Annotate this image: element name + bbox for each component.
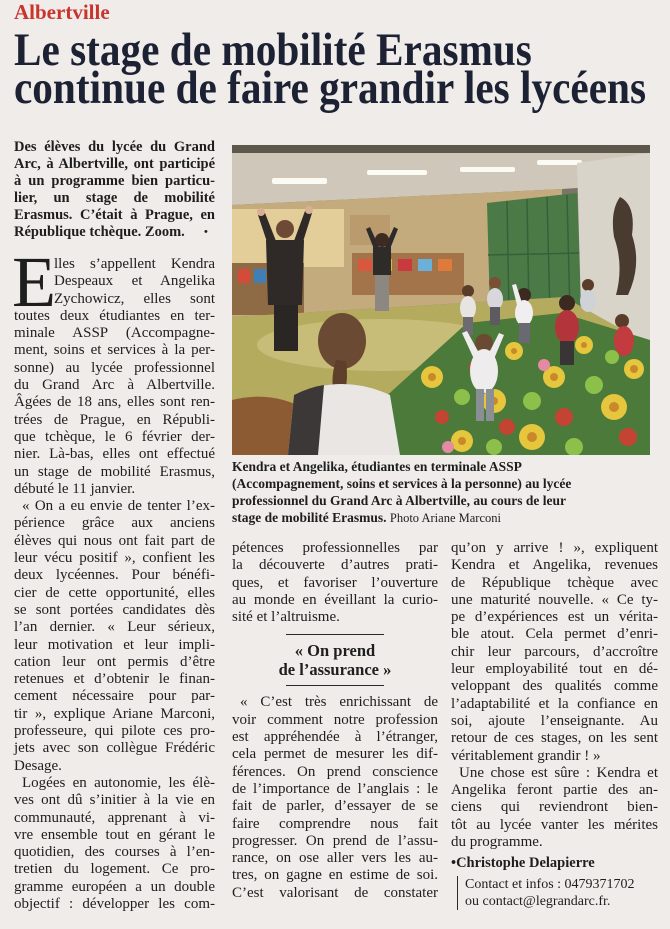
text-line: professeure, qui pilote ces pro- [14,723,215,740]
headline-line: Le stage de mobilité Erasmus [14,24,532,76]
text-line: pétences professionnelles par [232,540,438,556]
byline-author: •Christophe Delapierre [451,855,595,872]
subheading [232,641,438,679]
text-line: élèves qui nous ont fait part de [14,532,215,549]
text-line: cation leur ont permis d’être [14,653,215,670]
caption-line: Kendra et Angelika, étudiantes en terminale ASSP [232,459,522,474]
text-line: leur motivation et leur impli- [14,636,215,653]
text-line: périence grâce aux anciens [14,515,215,532]
text-line: du programme. [451,834,543,851]
text-line: débuté le 11 janvier. [14,480,136,497]
text-line: objectif : développer les com- [14,895,215,912]
text-line: communauté, apprenant à vi- [14,809,215,826]
column-right [451,540,658,910]
text-line: férences. On prend conscience [232,763,438,780]
text-line: chir leur parcours, d’accroître [451,643,658,660]
text-line: Zychowicz, elles sont [54,290,215,307]
text-line: « C’est très enrichissant de [240,694,438,711]
text-line: qu’on y arrive ! », expliquent [451,540,658,556]
column-left [12,242,215,913]
text-line: toutes deux étudiantes en ter- [14,307,215,324]
text-line: Une chose est sûre : Kendra et [459,764,658,781]
text-line: pe d’expériences est un vérita- [451,609,658,626]
text-line: sonne) au lycée professionnel [14,359,215,376]
text-line: Desage. [14,757,62,774]
caption-line [232,509,650,526]
text-line: Kendra et Angelika, revenues [451,557,658,574]
column-right-text [451,540,658,851]
text-line: voir comment notre profession [232,711,438,728]
text-line: au monde en éveillant la curio- [232,591,438,608]
text-line: tres, on gagne en estime de soi. [232,867,438,884]
text-line: l’an dernier. « Leur sérieux, [14,619,215,636]
text-line: lier, un stage de mobilité [14,190,215,206]
photo-caption [232,458,650,526]
text-line: C’est valorisant de constater [232,884,438,901]
text-line: un stage de mobilité Erasmus, [14,463,215,480]
text-line: retour de ces stages, on les sent [451,730,658,747]
text-line: ques, et favoriser l’ouverture [232,574,438,591]
text-line: vre ensemble tout en gérant le [14,826,215,843]
text-line: ves ont dû s’initier à la vie en [14,792,215,809]
text-line: une maturité nouvelle. « Ce ty- [451,591,658,608]
caption-text: stage de mobilité Erasmus. [232,510,387,525]
text-line: faire comprendre nous fait [232,815,438,832]
text-line: progresser. On prend de l’assu- [232,832,438,849]
byline [451,854,658,872]
text-line: gramme européen a un double [14,878,215,895]
text-line: soi, ajoute l’enseignante. Au [451,712,658,729]
column-middle-body [232,694,438,902]
caption-line: (Accompagnement, soins et services à la personne) au lycée [232,476,572,491]
text-line: veloppant des qualités comme [451,678,658,695]
text-line: tôt au lycée vanter les mérites [451,816,658,833]
subhead-rule [286,634,384,635]
text-line: véritablement grandir ! » [451,747,601,764]
text-line: cement nécessaire pour par- [14,688,215,705]
subheading-line: de l’assurance » [278,660,392,680]
section-label: Albertville [14,0,110,24]
contact-info [457,876,655,910]
drop-cap: E [12,242,56,322]
photo-credit: Photo Ariane Marconi [389,511,501,525]
text-line: cela permet de mesurer les dif- [232,746,438,763]
text-line: nier. Là-bas, elles ont effectué [14,446,215,463]
article-photo [232,145,650,455]
text-line: « On a eu envie de tenter l’ex- [22,498,215,515]
text-line: jets avec son collègue Frédéric [14,740,215,757]
text-line: Angelika feront partie des an- [451,782,658,799]
text-line: que tchèque, le 6 février der- [14,428,215,445]
text-line: minale ASSP (Accompagne- [14,325,215,342]
text-line: cier de cette opportunité, elles [14,584,215,601]
text-line: fait de parler, d’essayer de se [232,798,438,815]
text-line: l’adaptabilité et la confiance en [451,695,658,712]
text-line: Erasmus. C’était à Prague, en [14,207,215,223]
text-line: retenues et d’obtenir le finan- [14,671,215,688]
column-middle [232,540,438,902]
lede-end-mark: • [204,226,208,238]
headline-line: continue de faire grandir les lycéens [14,62,647,114]
text-line: leur employabilité tout en dé- [451,661,658,678]
subheading-line: « On prend [294,641,376,661]
text-line: tretien du logement. Ce pro- [14,861,215,878]
text-line: ciens qui reviendront bien- [451,799,658,816]
text-line: se sont portées candidates dès [14,601,215,618]
text-line: quotidien, des courses à l’en- [14,844,215,861]
contact-email: ou contact@legrandarc.fr. [465,894,611,910]
lede [14,139,215,241]
text-line: lles s’appellent Kendra [54,256,215,272]
text-line: Des élèves du lycée du Grand [14,139,215,155]
text-line: rance, on ose aller vers les au- [232,850,438,867]
text-line: leur vécu positif », confient les [14,550,215,567]
text-line: trées de Prague, en Républi- [14,411,215,428]
caption-line: professionnel du Grand Arc à Albertville, au cours de leur [232,493,567,508]
text-line: République tchèque. Zoom. [14,224,185,240]
column-middle-intro [232,540,438,626]
text-line: à un programme bien particu- [14,173,215,189]
text-line: Âgées de 18 ans, elles sont ren- [14,394,215,411]
text-line: du Grand Arc à Albertville. [14,377,215,394]
text-line: ment, soins et services à la per- [14,342,215,359]
text-line: de République tchèque avec [451,574,658,591]
text-line: Logées en autonomie, les élè- [22,774,215,791]
text-line: sité et l’altruisme. [232,609,340,626]
text-line: de l’importance de l’anglais : le [232,780,438,797]
text-line: ble atout. Cela permet d’enri- [451,626,658,643]
text-line: la découverte d’autres prati- [232,557,438,574]
contact-phone: Contact et infos : 0479371702 [465,877,635,893]
text-line: Despeaux et Angelika [54,273,215,290]
headline [14,24,654,114]
text-line: deux lycéennes. Pour bénéfi- [14,567,215,584]
text-line: tir », explique Ariane Marconi, [14,705,215,722]
column-left-text [14,256,215,913]
subhead-rule [286,685,384,686]
text-line: est appréhendée à l’étranger, [232,729,438,746]
text-line: Arc, à Albertville, ont participé [14,156,215,172]
